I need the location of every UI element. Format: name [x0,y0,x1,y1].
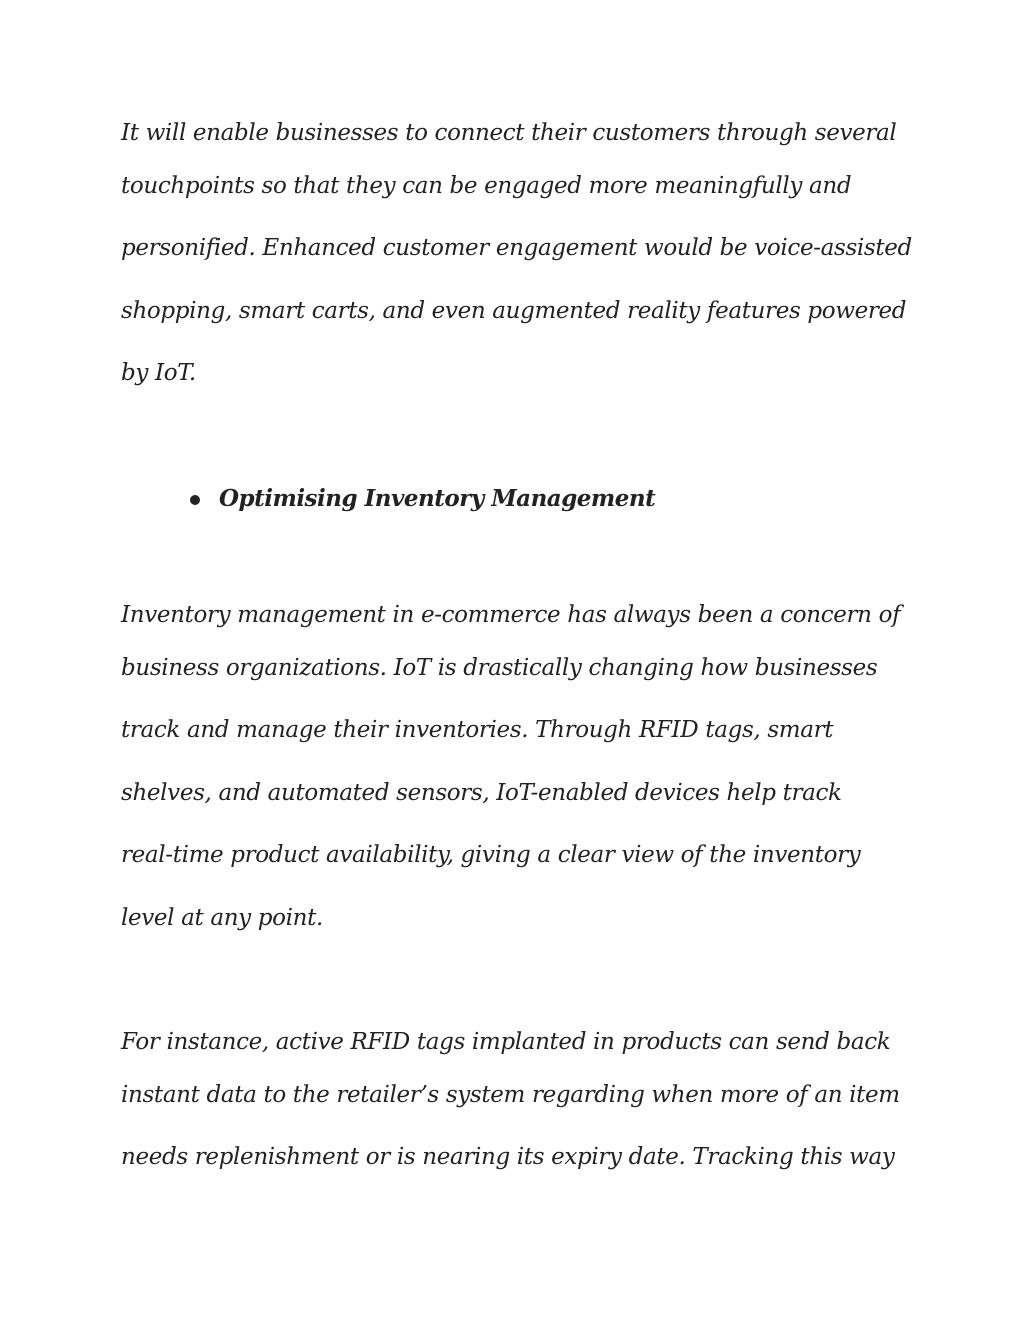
text-line: instant data to the retailer’s system regarding when more of an item [121,1082,900,1108]
text-line: by IoT. [121,360,196,386]
text-line: level at any point. [121,905,323,931]
text-line: shelves, and automated sensors, IoT-enabled devices help track [121,780,842,806]
bullet-heading-text: Optimising Inventory Management [219,485,656,512]
text-line: For instance, active RFID tags implanted in products can send back [121,1029,891,1055]
text-line: personified. Enhanced customer engagement would be voice-assisted [121,235,912,261]
text-line: touchpoints so that they can be engaged more meaningfully and [121,173,852,199]
bullet-icon [190,495,200,505]
text-line: needs replenishment or is nearing its expiry date. Tracking this way [121,1144,895,1170]
text-line: track and manage their inventories. Through RFID tags, smart [121,717,834,743]
text-line: It will enable businesses to connect their customers through several [121,120,897,146]
bullet-item-heading [190,484,655,514]
text-line: business organizations. IoT is drastically changing how businesses [121,655,878,681]
text-line: real-time product availability, giving a clear view of the inventory [121,842,861,868]
text-line: shopping, smart carts, and even augmented reality features powered [121,298,907,324]
text-line: Inventory management in e-commerce has always been a concern of [121,602,901,628]
